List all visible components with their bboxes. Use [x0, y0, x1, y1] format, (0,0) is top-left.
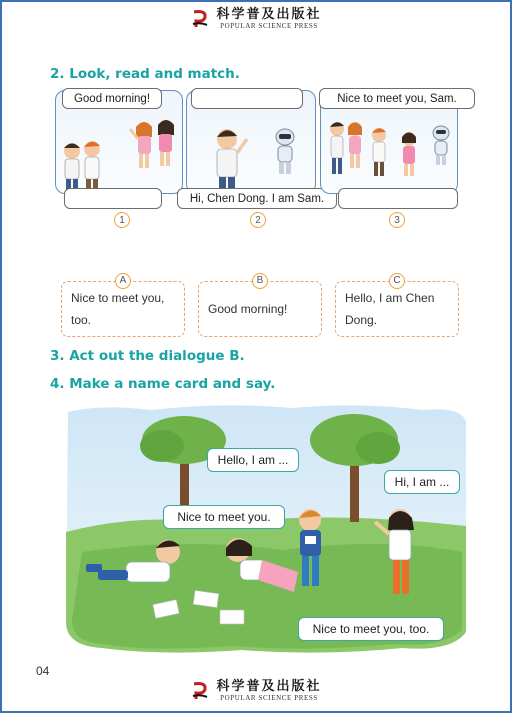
panel-1-bottom-bubble[interactable] — [64, 188, 162, 209]
card-a-line-2: too. — [71, 313, 92, 327]
answer-card-c[interactable] — [335, 275, 459, 337]
publisher-logo-icon — [190, 681, 210, 701]
page-number: 04 — [36, 664, 50, 678]
panel-3-bottom-bubble[interactable] — [338, 188, 458, 209]
section-heading-name-card: 4. Make a name card and say. — [50, 376, 276, 392]
panel-number-2: 2 — [250, 212, 266, 228]
card-c-line-1: Hello, I am Chen — [345, 291, 435, 305]
scene-bubble-nice: Nice to meet you. — [163, 505, 285, 529]
panel-number-3: 3 — [389, 212, 405, 228]
scene-bubble-nice-too: Nice to meet you, too. — [298, 617, 444, 641]
section-heading-act-out: 3. Act out the dialogue B. — [50, 348, 245, 364]
section-heading-look-read-match: 2. Look, read and match. — [50, 66, 240, 82]
panel-2-top-bubble[interactable] — [191, 88, 303, 109]
card-letter-c: C — [389, 273, 405, 289]
answer-card-a[interactable] — [61, 275, 185, 337]
scene-bubble-hi: Hi, I am ... — [384, 470, 460, 494]
publisher-name-en: POPULAR SCIENCE PRESS — [220, 694, 318, 702]
publisher-name-cn: 科学普及出版社 — [216, 679, 322, 694]
card-letter-a: A — [115, 273, 131, 289]
panel-3-top-bubble: Nice to meet you, Sam. — [319, 88, 475, 109]
card-b-line-1: Good morning! — [208, 302, 288, 316]
publisher-header — [2, 8, 510, 30]
publisher-name-cn: 科学普及出版社 — [216, 7, 322, 22]
panel-1-top-bubble: Good morning! — [62, 88, 162, 109]
publisher-logo-icon — [190, 9, 210, 29]
card-letter-b: B — [252, 273, 268, 289]
answer-card-b[interactable] — [198, 275, 322, 337]
panel-number-1: 1 — [114, 212, 130, 228]
publisher-footer — [2, 680, 510, 702]
scene-bubble-hello: Hello, I am ... — [207, 448, 299, 472]
publisher-name-en: POPULAR SCIENCE PRESS — [220, 22, 318, 30]
card-a-line-1: Nice to meet you, — [71, 291, 165, 305]
card-c-line-2: Dong. — [345, 313, 378, 327]
panel-2-bottom-bubble: Hi, Chen Dong. I am Sam. — [177, 188, 337, 209]
